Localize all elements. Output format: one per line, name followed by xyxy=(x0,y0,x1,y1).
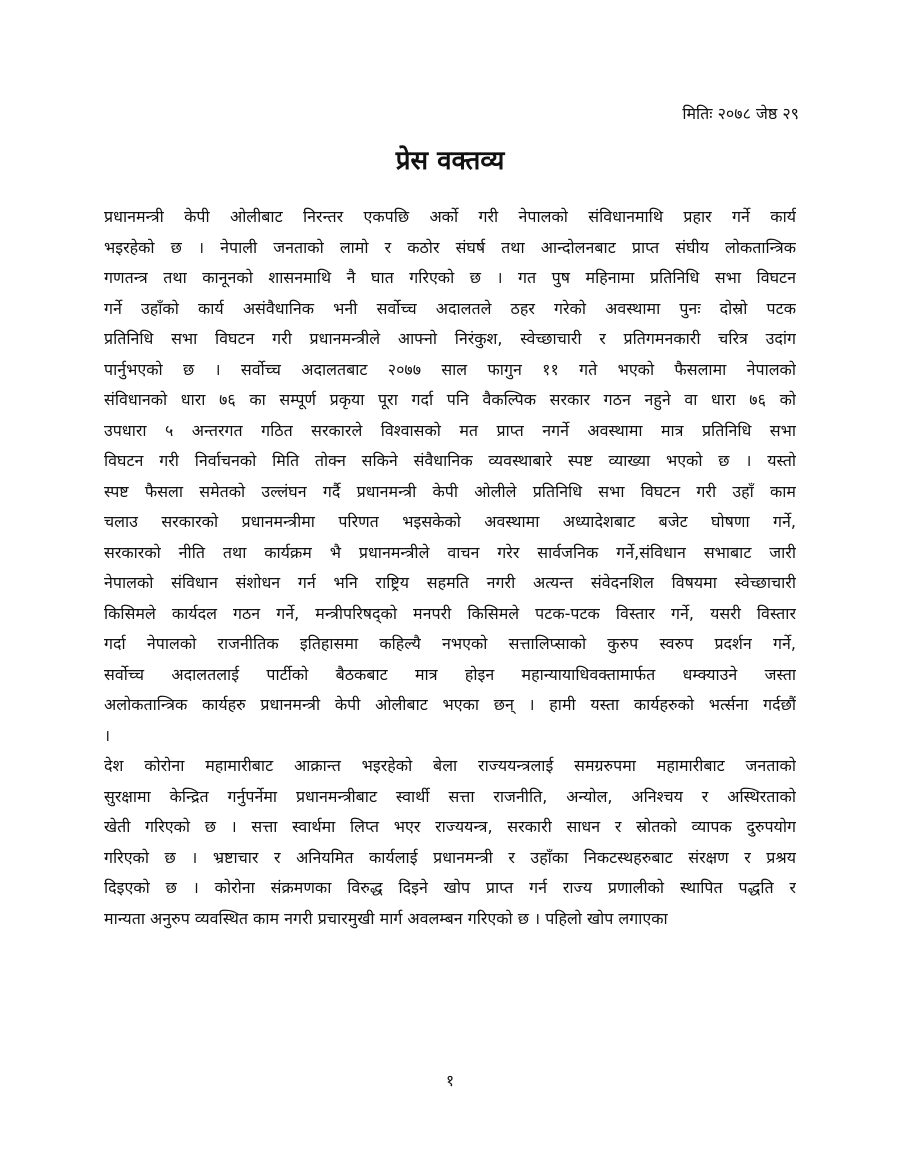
page-number: १ xyxy=(445,1071,455,1090)
paragraph-2 xyxy=(104,751,796,934)
text-line: मान्यता अनुरुप व्यवस्थित काम नगरी प्रचारमुखी मार्ग अवलम्बन गरिएको छ । पहिलो खोप लगाएका xyxy=(104,908,668,928)
document-title: प्रेस वक्तव्य xyxy=(395,146,505,176)
text-line: अलोकतान्त्रिक कार्यहरु प्रधानमन्त्री केपी ओलीबाट भएका छन् । हामी यस्ता कार्यहरुको भर्त्सना गर्दछौं xyxy=(104,695,796,714)
text-line: गर्दा नेपालको राजनीतिक इतिहासमा कहिल्यै नभएको सत्तालिप्साको कुरुप स्वरुप प्रदर्शन गर्ने, xyxy=(104,634,796,653)
text-line: गणतन्त्र तथा कानूनको शासनमाथि नै घात गरिएको छ । गत पुष महिनामा प्रतिनिधि सभा विघटन xyxy=(104,268,796,287)
paragraph-1 xyxy=(104,202,796,751)
text-line: भइरहेको छ । नेपाली जनताको लामो र कठोर संघर्ष तथा आन्दोलनबाट प्राप्त संघीय लोकतान्त्रिक xyxy=(104,237,796,257)
text-line: देश कोरोना महामारीबाट आक्रान्त भइरहेको बेला राज्ययन्त्रलाई समग्ररुपमा महामारीबाट जनताको xyxy=(104,756,796,775)
text-line: गरिएको छ । भ्रष्टाचार र अनियमित कार्यलाई प्रधानमन्त्री र उहाँका निकटस्थहरुबाट संरक्षण र प्रश्रय xyxy=(104,847,796,867)
text-line: नेपालको संविधान संशोधन गर्न भनि राष्ट्रिय सहमति नगरी अत्यन्त संवेदनशिल विषयमा स्वेच्छाचारी xyxy=(104,573,796,592)
text-line: विघटन गरी निर्वाचनको मिति तोक्न सकिने संवैधानिक व्यवस्थाबारे स्पष्ट व्याख्या भएको छ । यस्तो xyxy=(104,451,796,470)
text-line: पार्नुभएको छ । सर्वोच्च अदालतबाट २०७७ साल फागुन ११ गते भएको फैसलामा नेपालको xyxy=(104,359,796,379)
text-line: खेती गरिएको छ । सत्ता स्वार्थमा लिप्त भएर राज्ययन्त्र, सरकारी साधन र स्रोतको व्यापक दुरुपयोग xyxy=(104,817,796,836)
text-line: किसिमले कार्यदल गठन गर्ने, मन्त्रीपरिषद्को मनपरी किसिमले पटक-पटक विस्तार गर्ने, यसरी विस्तार xyxy=(104,603,796,623)
text-line: प्रतिनिधि सभा विघटन गरी प्रधानमन्त्रीले आफ्नो निरंकुश, स्वेच्छाचारी र प्रतिगमनकारी चरित्र उदांग xyxy=(104,329,796,348)
text-line: सरकारको नीति तथा कार्यक्रम भै प्रधानमन्त्रीले वाचन गरेर सार्वजनिक गर्ने,संविधान सभाबाट जारी xyxy=(104,542,796,562)
text-line: संविधानको धारा ७६ का सम्पूर्ण प्रकृया पूरा गर्दा पनि वैकल्पिक सरकार गठन नहुने वा धारा ७६ को xyxy=(104,390,796,409)
text-line: सुरक्षामा केन्द्रित गर्नुपर्नेमा प्रधानमन्त्रीबाट स्वार्थी सत्ता राजनीति, अन्योल, अनिश्चय र अस्थिरताको xyxy=(104,786,796,806)
text-line: सर्वोच्च अदालतलाई पार्टीको बैठकबाट मात्र होइन महान्यायाधिवक्तामार्फत धम्क्याउने जस्ता xyxy=(104,664,796,684)
text-line: दिइएको छ । कोरोना संक्रमणका विरुद्ध दिइने खोप प्राप्त गर्न राज्य प्रणालीको स्थापित पद्धति र xyxy=(104,878,796,897)
text-line: चलाउ सरकारको प्रधानमन्त्रीमा परिणत भइसकेको अवस्थामा अध्यादेशबाट बजेट घोषणा गर्ने, xyxy=(104,512,796,531)
text-line: उपधारा ५ अन्तरगत गठित सरकारले विश्वासको मत प्राप्त नगर्ने अवस्थामा मात्र प्रतिनिधि सभा xyxy=(104,420,796,440)
text-line: गर्ने उहाँको कार्य असंवैधानिक भनी सर्वोच्च अदालतले ठहर गरेको अवस्थामा पुनः दोस्रो पटक xyxy=(104,298,796,318)
text-line: स्पष्ट फैसला समेतको उल्लंघन गर्दै प्रधानमन्त्री केपी ओलीले प्रतिनिधि सभा विघटन गरी उहाँ काम xyxy=(104,481,796,501)
document-date: मितिः २०७८ जेष्ठ २९ xyxy=(682,104,799,123)
document-body xyxy=(104,202,796,934)
text-line: प्रधानमन्त्री केपी ओलीबाट निरन्तर एकपछि अर्को गरी नेपालको संविधानमाथि प्रहार गर्ने कार्य xyxy=(104,207,796,226)
text-line: । xyxy=(104,725,111,745)
